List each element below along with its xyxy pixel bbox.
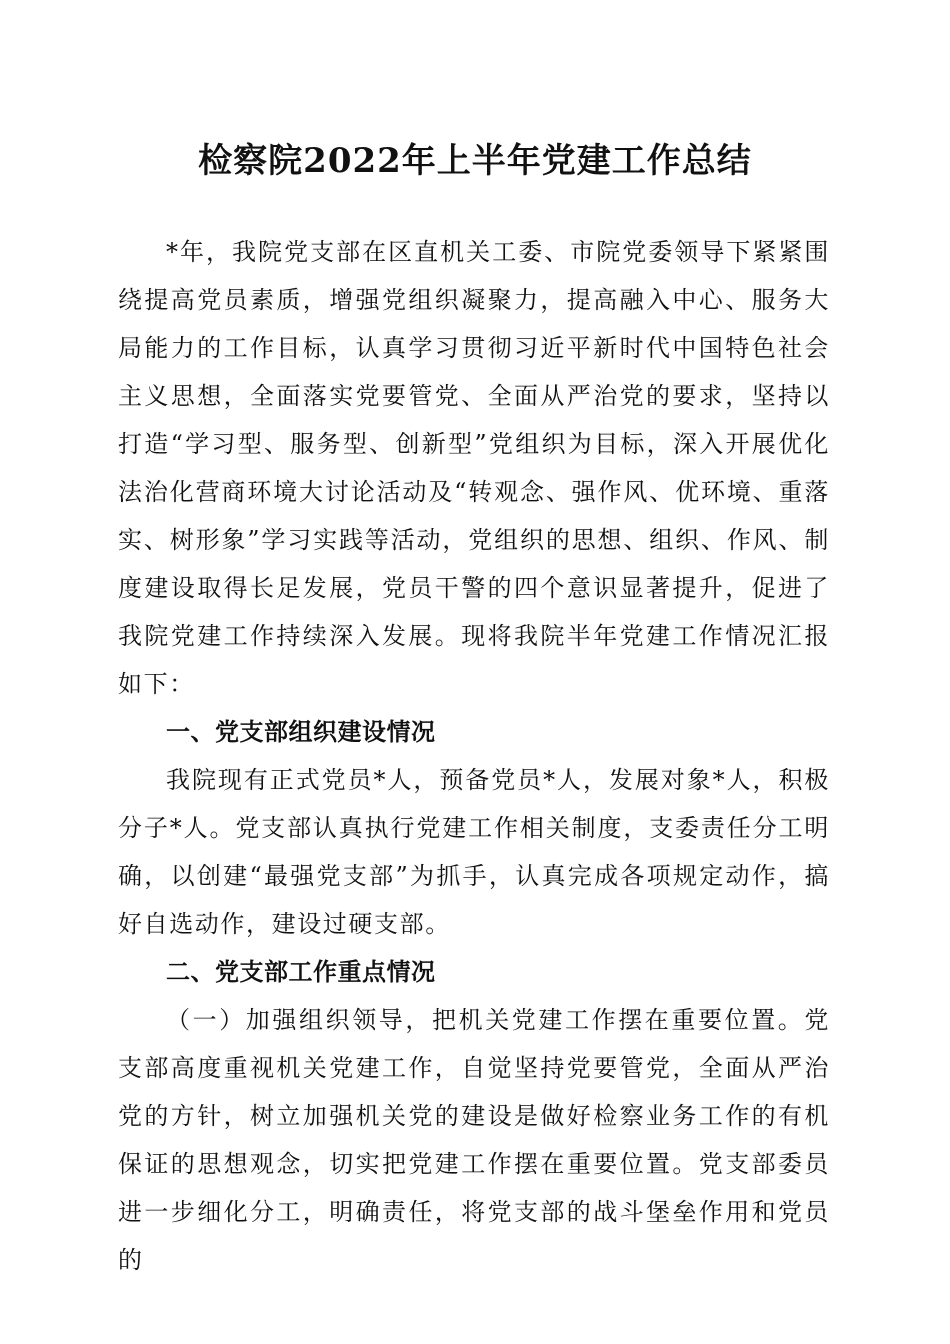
section-heading-key-work: 二、党支部工作重点情况 [166, 958, 436, 986]
document-title: 检察院2022年上半年党建工作总结 [198, 141, 752, 181]
intro-paragraph: *年，我院党支部在区直机关工委、市院党委领导下紧紧围绕提高党员素质，增强党组织凝聚力，提高融入中心、服务大局能力的工作目标，认真学习贯彻习近平新时代中国特色社会主义思想，全面落实党要管党、全面从严治党的要求，坚持以打造“学习型、服务型、创新型”党组织为目标，深入开展优化法治化营商环境大讨论活动及“转观念、强作风、优环境、重落实、树形象”学习实践等活动，党组织的思想、组织、作风、制度建设取得长足发展，党员干警的四个意识显著提升，促进了我院党建工作持续深入发展。现将我院半年党建工作情况汇报如下： [118, 238, 830, 698]
key-work-paragraph: （一）加强组织领导，把机关党建工作摆在重要位置。党支部高度重视机关党建工作，自觉坚持党要管党，全面从严治党的方针，树立加强机关党的建设是做好检察业务工作的有机保证的思想观念，切实把党建工作摆在重要位置。党支部委员进一步细化分工，明确责任，将党支部的战斗堡垒作用和党员的 [118, 1006, 830, 1274]
document-body [118, 228, 830, 1284]
section-heading-organization: 一、党支部组织建设情况 [166, 718, 436, 746]
organization-paragraph: 我院现有正式党员*人，预备党员*人，发展对象*人，积极分子*人。党支部认真执行党建工作相关制度，支委责任分工明确，以创建“最强党支部”为抓手，认真完成各项规定动作，搞好自选动作，建设过硬支部。 [118, 766, 830, 938]
